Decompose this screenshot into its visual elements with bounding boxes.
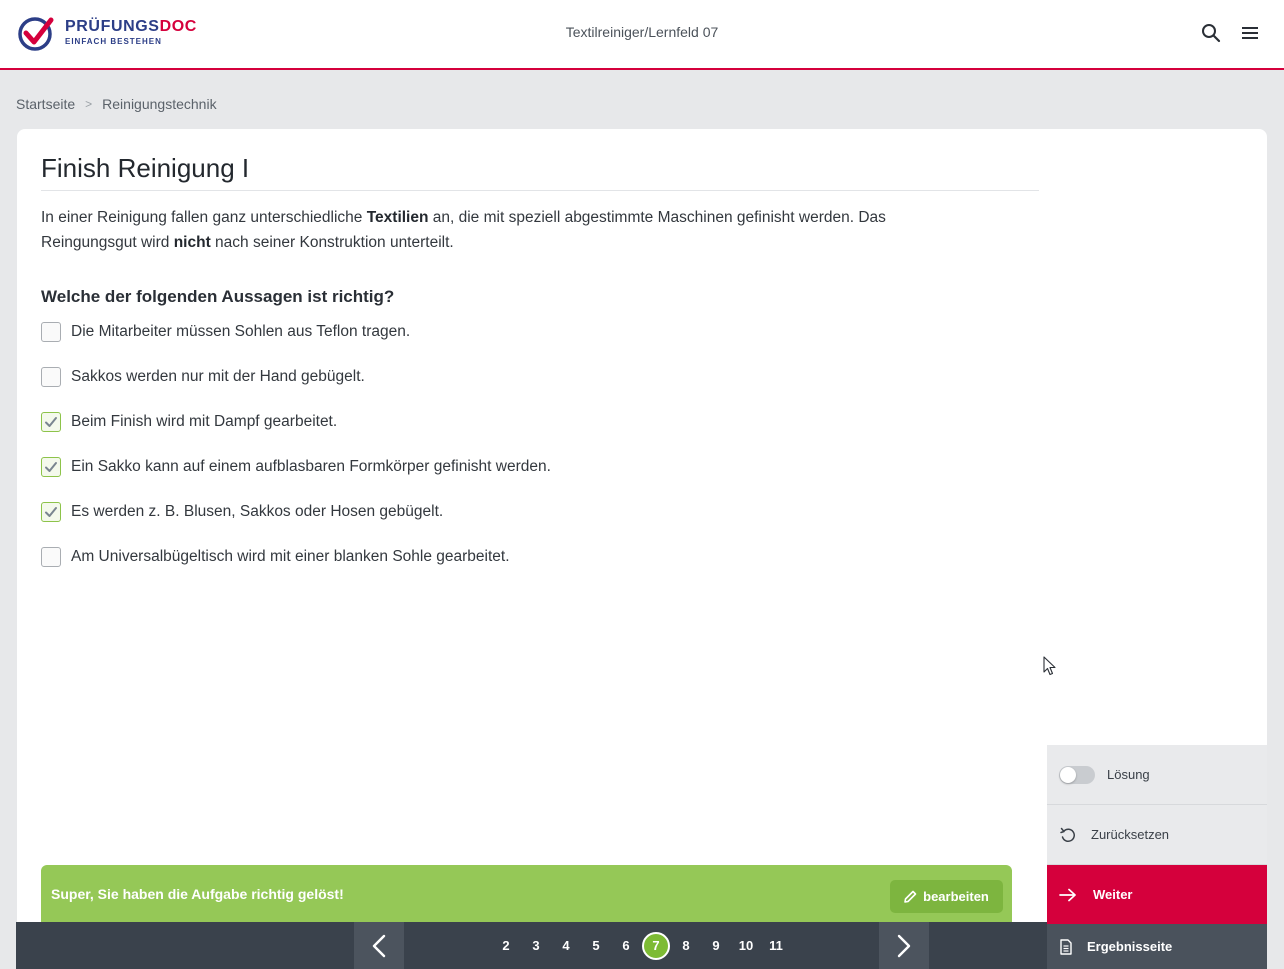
search-button[interactable] — [1200, 22, 1222, 44]
task-intro — [41, 205, 981, 255]
chevron-left-icon — [371, 934, 387, 958]
intro-bold-2: nicht — [173, 234, 211, 251]
page-number[interactable]: 2 — [502, 938, 510, 953]
hamburger-menu-icon — [1240, 22, 1262, 44]
logo-wordmark-prefix: PRÜFUNGS — [65, 18, 160, 35]
success-feedback-banner — [41, 865, 1012, 923]
page-number[interactable]: 8 — [682, 938, 690, 953]
answer-checkbox[interactable] — [41, 412, 61, 432]
answer-label: Am Universalbügeltisch wird mit einer blanken Sohle gearbeitet. — [71, 547, 510, 565]
intro-bold-1: Textilien — [366, 209, 429, 226]
edit-button[interactable] — [890, 880, 1003, 913]
page-number[interactable]: 5 — [592, 938, 600, 953]
page-number-list — [491, 922, 791, 969]
breadcrumb — [16, 96, 217, 112]
logo-tagline: EINFACH BESTEHEN — [65, 37, 162, 46]
answer-label: Es werden z. B. Blusen, Sakkos oder Hosen gebügelt. — [71, 502, 444, 520]
solution-toggle-switch[interactable] — [1059, 766, 1095, 784]
page-number-active[interactable]: 7 — [642, 932, 670, 960]
action-side-panel — [1047, 745, 1267, 969]
page-number[interactable]: 9 — [712, 938, 720, 953]
logo-wordmark-suffix: DOC — [159, 18, 197, 35]
page-number[interactable]: 10 — [738, 938, 754, 953]
page-number[interactable]: 6 — [622, 938, 630, 953]
answer-option[interactable] — [41, 309, 551, 354]
breadcrumb-home-link[interactable]: Startseite — [16, 96, 76, 112]
breadcrumb-current-link[interactable]: Reinigungstechnik — [102, 96, 217, 112]
answer-label: Die Mitarbeiter müssen Sohlen aus Teflon tragen. — [71, 322, 411, 340]
checkmark-icon — [44, 460, 58, 474]
answer-checkbox[interactable] — [41, 547, 61, 567]
answer-label: Sakkos werden nur mit der Hand gebügelt. — [71, 367, 365, 385]
answer-option[interactable] — [41, 534, 551, 579]
answer-label: Ein Sakko kann auf einem aufblasbaren Formkörper gefinisht werden. — [71, 457, 551, 475]
next-task-button[interactable] — [879, 922, 929, 969]
solution-toggle-label: Lösung — [1107, 767, 1150, 782]
pencil-icon — [904, 890, 917, 903]
document-icon — [1059, 939, 1073, 955]
edit-button-label: bearbeiten — [923, 889, 989, 904]
mouse-pointer-icon — [1043, 656, 1057, 676]
header-title: Textilreiniger/Lernfeld 07 — [565, 24, 719, 40]
answer-options — [41, 322, 551, 579]
arrow-right-icon — [1059, 888, 1077, 902]
answer-label: Beim Finish wird mit Dampf gearbeitet. — [71, 412, 338, 430]
answer-checkbox[interactable] — [41, 322, 61, 342]
intro-text-3: nach seiner Konstruktion unterteilt. — [210, 234, 454, 251]
chevron-right-icon — [896, 934, 912, 958]
intro-text-2: an, die mit speziell abgestimmte Maschinen gefinisht werden. Das Reingungsgut wird — [41, 209, 886, 251]
task-title: Finish Reinigung I — [41, 153, 1039, 191]
answer-option[interactable] — [41, 354, 551, 399]
continue-button[interactable] — [1047, 865, 1267, 924]
intro-text-1: In einer Reinigung fallen ganz unterschiedliche — [41, 209, 367, 226]
checkmark-icon — [44, 505, 58, 519]
page-number[interactable]: 3 — [532, 938, 540, 953]
search-icon — [1200, 22, 1222, 44]
undo-icon — [1059, 826, 1077, 844]
reset-button-label: Zurücksetzen — [1091, 827, 1170, 842]
solution-toggle-row[interactable] — [1047, 745, 1267, 805]
answer-checkbox[interactable] — [41, 502, 61, 522]
answer-option[interactable] — [41, 444, 551, 489]
reset-button[interactable] — [1047, 805, 1267, 865]
answer-option[interactable] — [41, 489, 551, 534]
continue-button-label: Weiter — [1093, 887, 1133, 902]
feedback-message: Super, Sie haben die Aufgabe richtig gelöst! — [51, 886, 344, 902]
breadcrumb-separator: > — [85, 97, 93, 111]
page-number[interactable]: 11 — [769, 938, 783, 953]
answer-checkbox[interactable] — [41, 367, 61, 387]
task-pagination-bar — [16, 922, 1048, 969]
menu-button[interactable] — [1240, 22, 1262, 44]
answer-option[interactable] — [41, 399, 551, 444]
checkmark-icon — [44, 415, 58, 429]
answer-checkbox[interactable] — [41, 457, 61, 477]
question-text: Welche der folgenden Aussagen ist richtig? — [41, 287, 395, 306]
previous-task-button[interactable] — [354, 922, 404, 969]
page-number[interactable]: 4 — [562, 938, 570, 953]
results-page-button-label: Ergebnisseite — [1087, 939, 1173, 954]
top-header — [0, 0, 1284, 70]
results-page-button[interactable] — [1047, 924, 1267, 969]
